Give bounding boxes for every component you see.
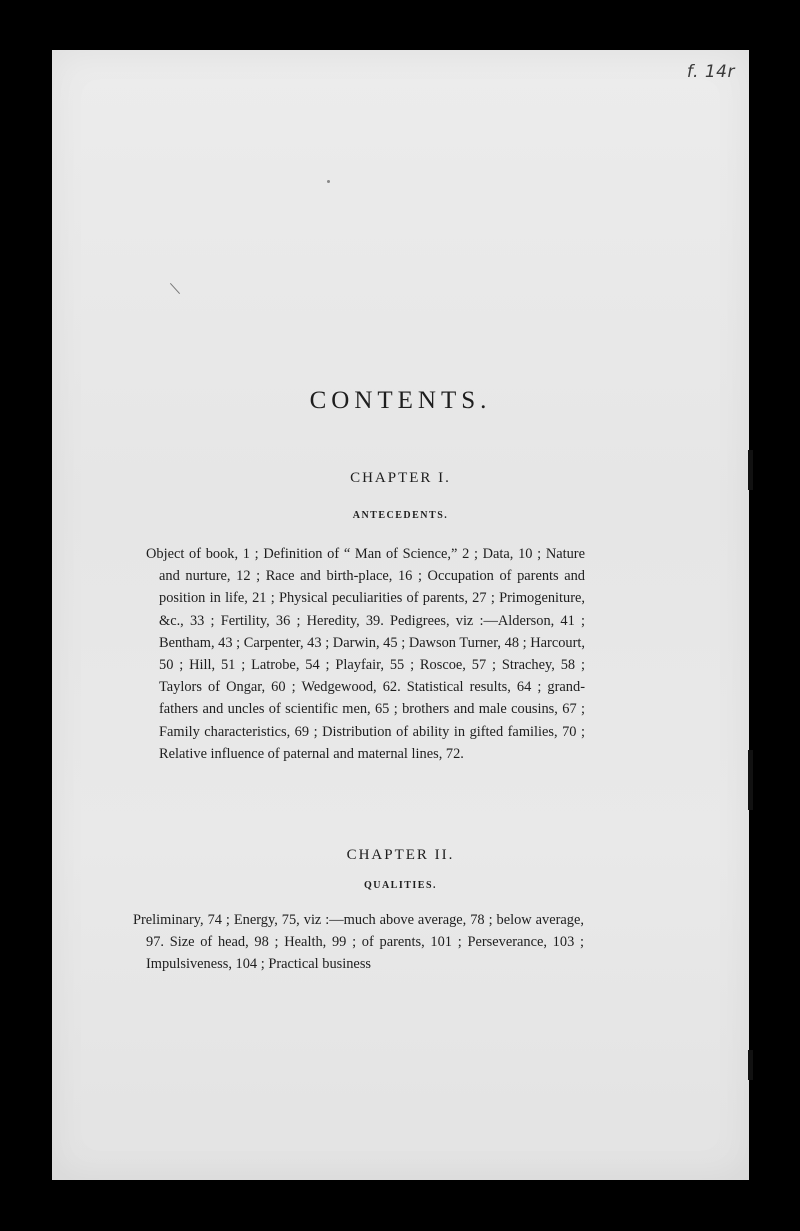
folio-note: f. 14r [686, 62, 735, 82]
document-page [52, 50, 749, 1180]
chapter-2-heading: CHAPTER II. [346, 847, 455, 863]
chapter-2-contents: Preliminary, 74 ; Energy, 75, viz :—much above average, 78 ; below average, 97. Size of head, 98 ; Health, 99 ; of parents, 101 ; Perseverance, 103 ; Impulsiveness, 104 ; Practical business [133, 912, 584, 973]
chapter-1-heading: CHAPTER I. [350, 470, 451, 486]
page-edge-shadow [748, 750, 753, 810]
pen-mark [170, 283, 180, 294]
page-edge-shadow [748, 1050, 753, 1080]
ink-speck [327, 180, 330, 183]
page-edge-shadow [748, 450, 753, 490]
page-title: CONTENTS. [309, 387, 492, 414]
chapter-2-subheading: QUALITIES. [363, 880, 438, 891]
chapter-1-contents: Object of book, 1 ; Definition of “ Man of Science,” 2 ; Data, 10 ; Nature and nurture, 12 ; Race and birth-place, 16 ; Occupation of parents and position in life, 21 ; Physical peculiarities of parents, 27 ; Primogeniture, &c., 33 ; Fertility, 36 ; Heredity, 39. Pedigrees, viz :—Alderson, 41 ; Bentham, 43 ; Carpenter, 43 ; Darwin, 45 ; Dawson Turner, 48 ; Harcourt, 50 ; Hill, 51 ; Latrobe, 54 ; Playfair, 55 ; Roscoe, 57 ; Strachey, 58 ; Taylors of Ongar, 60 ; Wedgewood, 62. Statistical results, 64 ; grand-fathers and uncles of scientific men, 65 ; brothers and male cousins, 67 ; Family characteristics, 69 ; Distribution of ability in gifted families, 70 ; Relative influence of paternal and maternal lines, 72. [146, 546, 585, 762]
chapter-1-subheading: ANTECEDENTS. [352, 510, 449, 521]
